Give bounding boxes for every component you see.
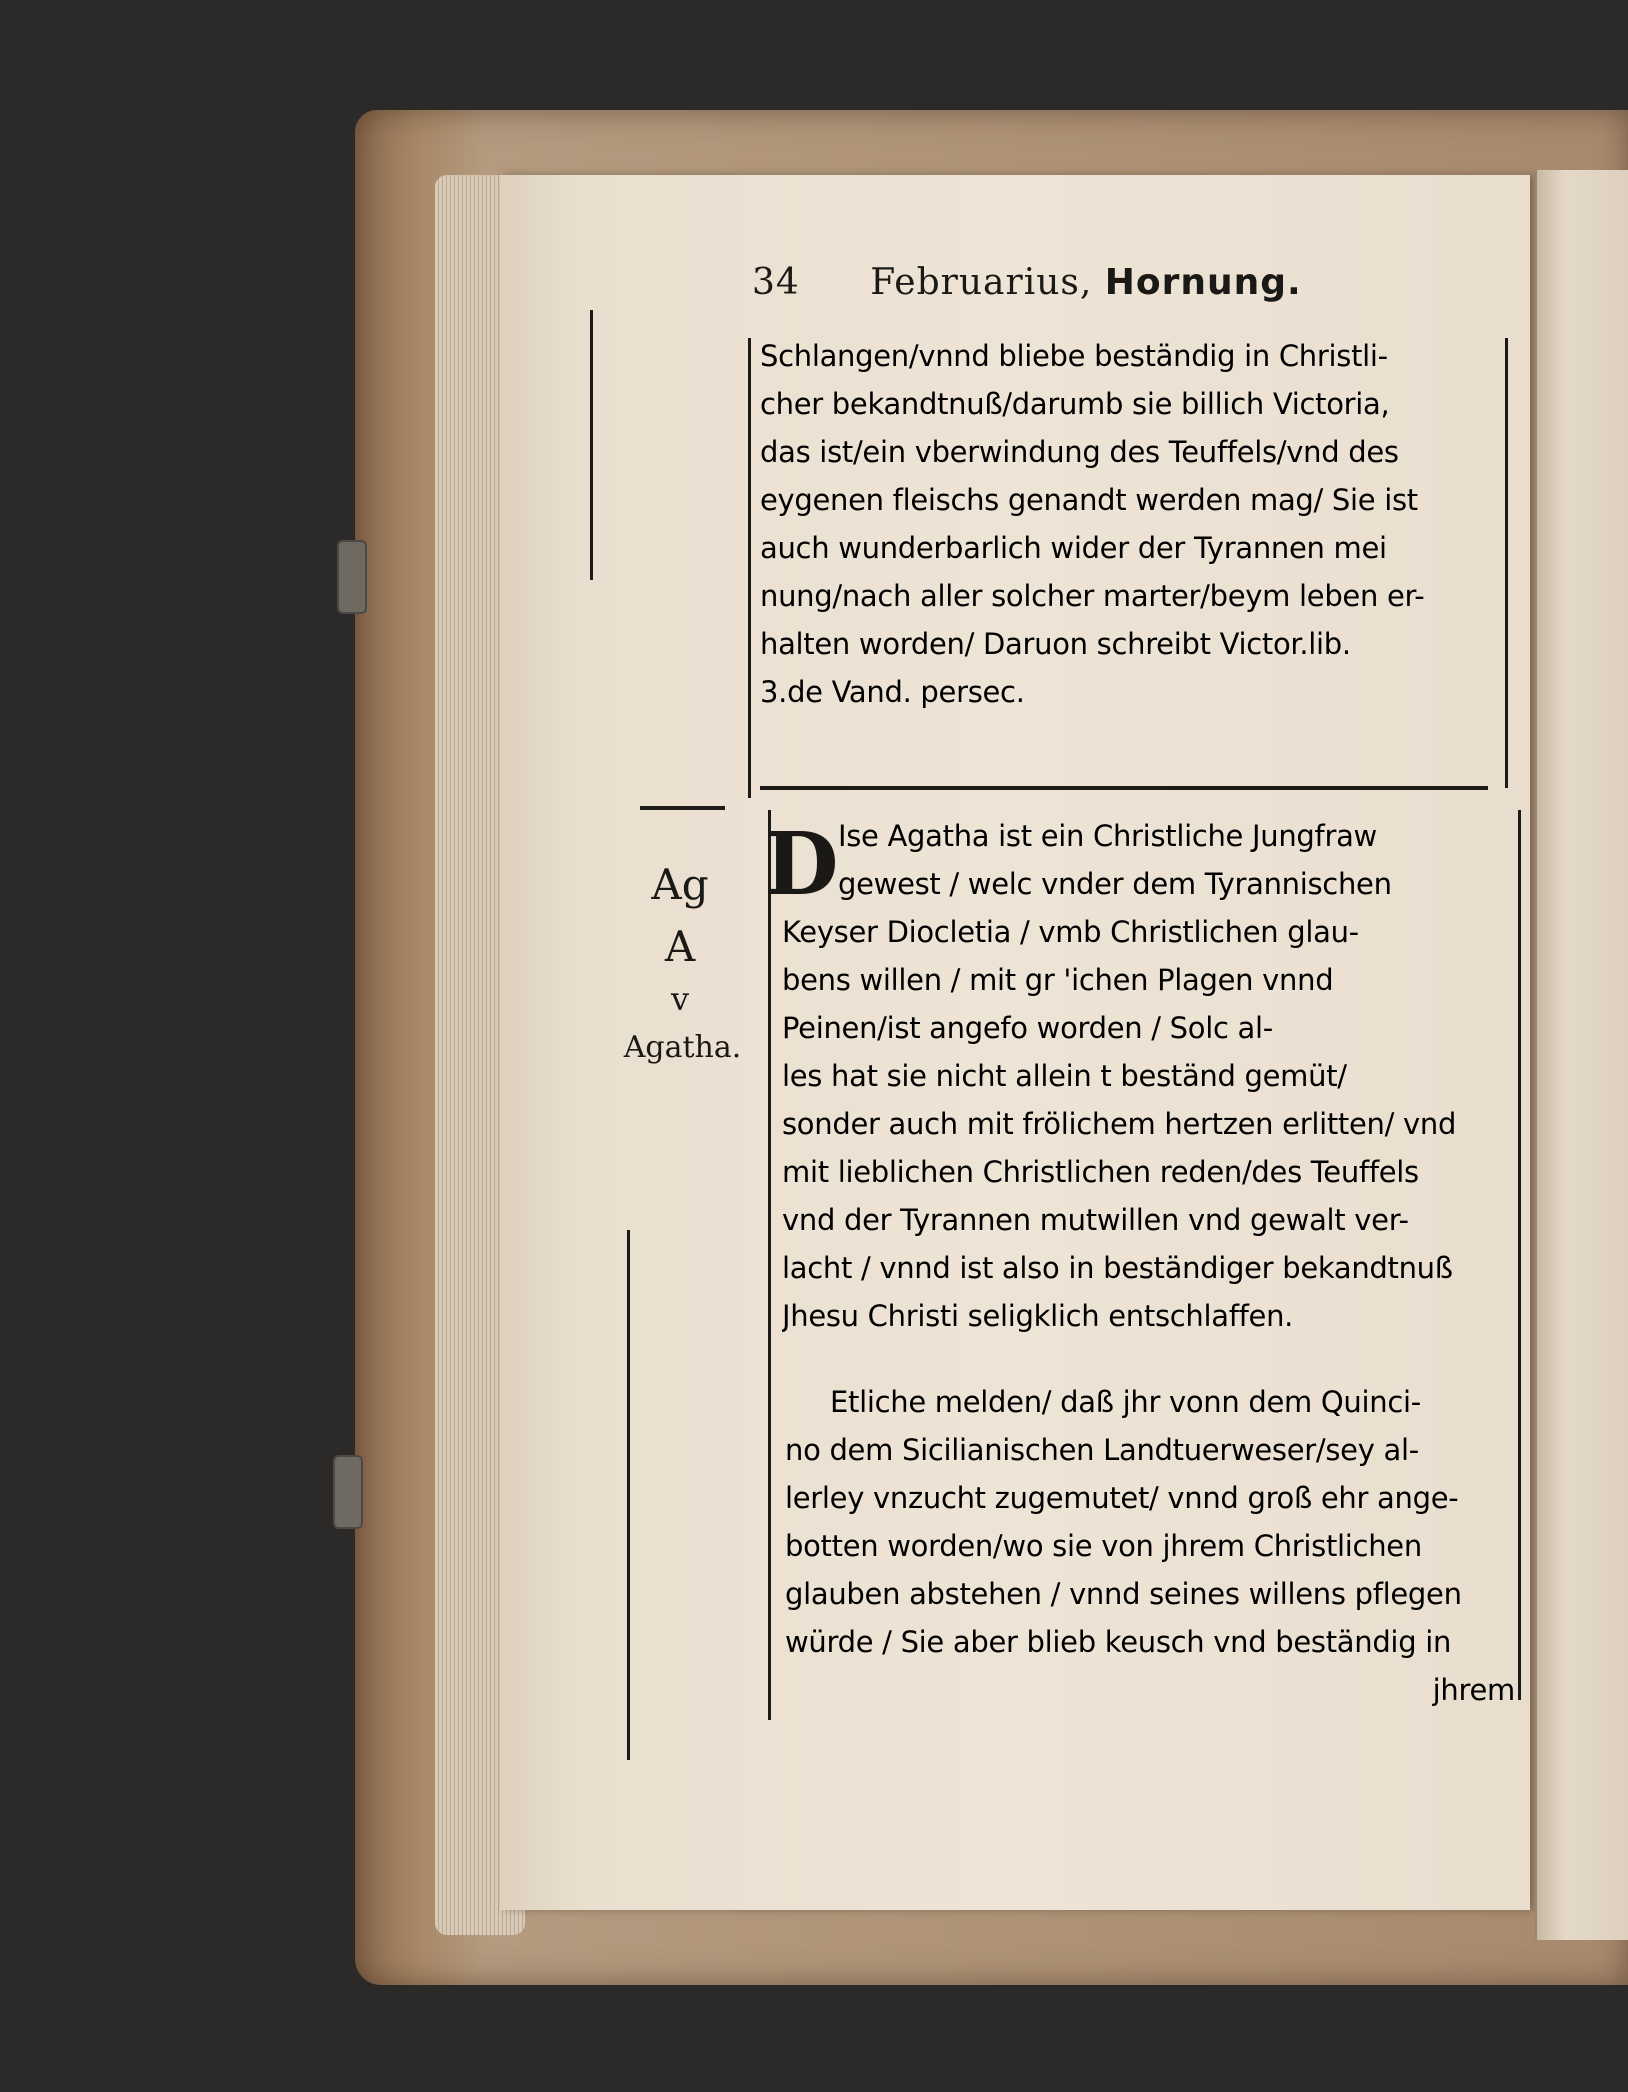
text-line: mit lieblichen Christlichen reden/des Teuffels [782, 1155, 1419, 1189]
text-line: no dem Sicilianischen Landtuerweser/sey al- [785, 1433, 1419, 1467]
paragraph-agatha [838, 812, 1508, 908]
drop-cap: D [764, 814, 839, 915]
text-line: Peinen/ist angefo worden / Solc al- [782, 1011, 1273, 1045]
text-line: Ise Agatha ist ein Christliche Jungfraw [838, 819, 1377, 853]
margin-note-ag: Ag [651, 860, 709, 909]
page-number: 34 [752, 262, 800, 303]
margin-note-a: A [664, 922, 696, 971]
margin-rule-bottom [627, 1230, 630, 1760]
text-line: botten worden/wo sie von jhrem Christlichen [785, 1529, 1422, 1563]
text-line: vnd der Tyrannen mutwillen vnd gewalt ver- [782, 1203, 1409, 1237]
text-line: cher bekandtnuß/darumb sie billich Victoria, [760, 387, 1390, 421]
paragraph-agatha-cont [782, 908, 1512, 1340]
text-line: nung/nach aller solcher marter/beym leben er- [760, 579, 1425, 613]
text-line: les hat sie nicht allein t beständ gemüt/ [782, 1059, 1347, 1093]
text-line: halten worden/ Daruon schreibt Victor.lib. [760, 627, 1351, 661]
text-line: gewest / welc vnder dem Tyrannischen [838, 867, 1392, 901]
facing-page-edge [1535, 170, 1628, 1940]
clasp-top-icon [337, 540, 367, 614]
text-rule-right-lower [1518, 810, 1521, 1700]
text-line: das ist/ein vberwindung des Teuffels/vnd des [760, 435, 1399, 469]
clasp-bottom-icon [333, 1455, 363, 1529]
text-line: sonder auch mit frölichem hertzen erlitten/ vnd [782, 1107, 1457, 1141]
month-german: Hornung. [1104, 262, 1302, 303]
page-header [752, 262, 1302, 303]
margin-note-agatha: Agatha. [623, 1030, 742, 1065]
text-line: 3.de Vand. persec. [760, 675, 1025, 709]
text-line: würde / Sie aber blieb keusch vnd beständig in [785, 1625, 1452, 1659]
paragraph-quincianus [785, 1378, 1515, 1714]
catchword: jhrem [1432, 1673, 1515, 1707]
margin-note-v: v [670, 980, 690, 1018]
text-line: Etliche melden/ daß jhr vonn dem Quinci- [830, 1385, 1421, 1419]
text-line: eygenen fleischs genandt werden mag/ Sie ist [760, 483, 1418, 517]
text-rule-lower [768, 810, 771, 1720]
text-line: Schlangen/vnnd bliebe beständig in Christli- [760, 339, 1388, 373]
text-line: lerley vnzucht zugemutet/ vnnd groß ehr ange- [785, 1481, 1459, 1515]
section-divider [760, 786, 1488, 790]
text-line: lacht / vnnd ist also in beständiger bekandtnuß [782, 1251, 1453, 1285]
text-line: Keyser Diocletia / vmb Christlichen glau- [782, 915, 1359, 949]
margin-rule-top [590, 310, 593, 580]
text-line: auch wunderbarlich wider der Tyrannen mei [760, 531, 1387, 565]
paragraph-victoria [760, 332, 1510, 716]
text-line: bens willen / mit gr 'ichen Plagen vnnd [782, 963, 1334, 997]
text-line: Jhesu Christi seligklich entschlaffen. [782, 1299, 1294, 1333]
month-latin: Februarius, [870, 262, 1093, 303]
margin-divider [640, 806, 725, 810]
text-rule-upper [748, 338, 751, 798]
text-line: glauben abstehen / vnnd seines willens pflegen [785, 1577, 1462, 1611]
